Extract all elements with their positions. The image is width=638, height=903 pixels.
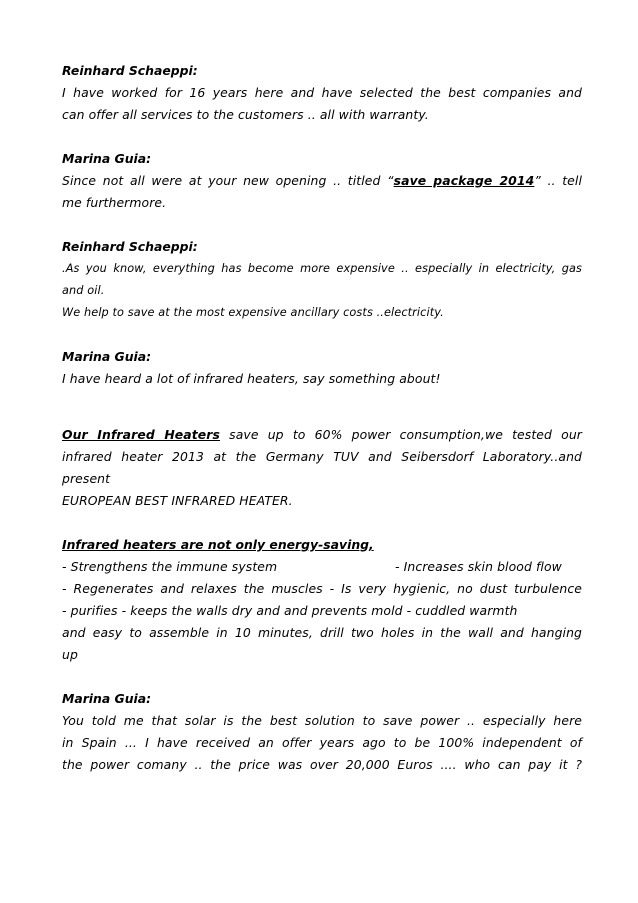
speaker-name: Reinhard Schaeppi: — [62, 63, 198, 78]
speaker-name: Marina Guia: — [62, 691, 152, 706]
benefit-item: - Strengthens the immune system — [62, 559, 278, 574]
product-line: present — [62, 471, 111, 486]
benefit-row — [62, 556, 582, 578]
dialogue-line: I have worked for 16 years here and have selected the best companies and — [62, 85, 582, 100]
benefit-item: - Increases skin blood flow — [395, 559, 562, 574]
product-text: save up to 60% power consumption,we tested our — [219, 427, 582, 442]
dialogue-line: can offer all services to the customers .. all with warranty. — [62, 107, 429, 122]
dialogue-text: Since not all were at your new opening .. titled “ — [62, 173, 394, 188]
dialogue-line: You told me that solar is the best solution to save power .. especially here — [62, 713, 582, 728]
product-line — [62, 424, 582, 446]
dialogue-line: We help to save at the most expensive ancillary costs ..electricity. — [62, 306, 444, 319]
dialogue-line: I have heard a lot of infrared heaters, say something about! — [62, 371, 441, 386]
benefit-row: - Regenerates and relaxes the muscles - Is very hygienic, no dust turbulence — [62, 581, 582, 596]
benefit-row: - purifies - keeps the walls dry and and prevents mold - cuddled warmth — [62, 603, 518, 618]
speaker-name: Reinhard Schaeppi: — [62, 239, 198, 254]
dialogue-line — [62, 170, 582, 192]
dialogue-text: ” .. tell — [534, 173, 582, 188]
dialogue-line: the power comany .. the price was over 20,000 Euros .... who can pay it ? — [62, 757, 582, 772]
product-line: infrared heater 2013 at the Germany TUV and Seibersdorf Laboratory..and — [62, 449, 582, 464]
speaker-name: Marina Guia: — [62, 349, 152, 364]
infrared-heaters-link: Our Infrared Heaters — [62, 427, 220, 442]
dialogue-line: me furthermore. — [62, 195, 167, 210]
document-page — [62, 60, 582, 776]
benefit-row: up — [62, 647, 78, 662]
speaker-name: Marina Guia: — [62, 151, 152, 166]
benefits-heading: Infrared heaters are not only energy-saving, — [62, 537, 374, 552]
dialogue-line: and oil. — [62, 284, 105, 297]
dialogue-line: .As you know, everything has become more expensive .. especially in electricity, gas — [62, 262, 582, 275]
dialogue-line: in Spain ... I have received an offer years ago to be 100% independent of — [62, 735, 582, 750]
benefit-row: and easy to assemble in 10 minutes, drill two holes in the wall and hanging — [62, 625, 582, 640]
save-package-link: save package 2014 — [393, 173, 535, 188]
product-line: EUROPEAN BEST INFRARED HEATER. — [62, 493, 293, 508]
